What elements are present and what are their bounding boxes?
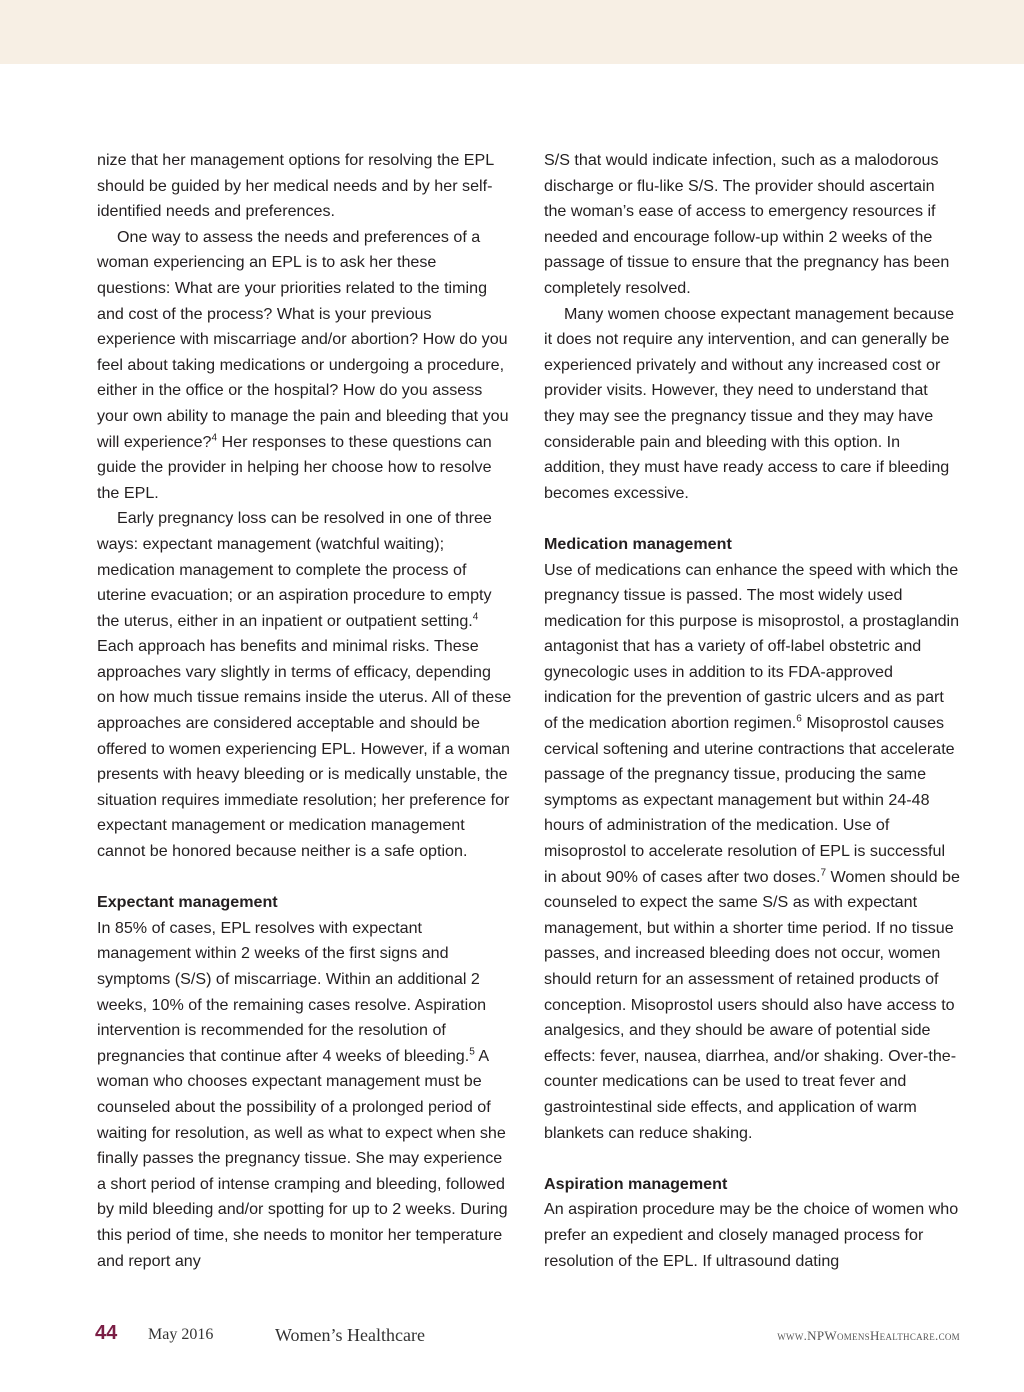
citation-ref: 7 <box>820 867 827 879</box>
paragraph-text: Her responses to these questions can guide the provider in helping her choose how to resolve the EPL. <box>97 432 492 502</box>
citation-ref: 5 <box>469 1046 475 1058</box>
right-column <box>544 148 960 1274</box>
paragraph-text: Each approach has benefits and minimal risks. These approaches vary slightly in terms of efficacy, depending on how much tissue remains inside the uterus. All of these approaches are considered acceptable and should be offered to women experiencing EPL. However, if a woman presents with heavy bleeding or is medically unstable, the situation requires immediate resolution; her preference for expectant management or medication management cannot be honored because neither is a safe option. <box>97 637 512 861</box>
citation-ref: 4 <box>211 432 218 444</box>
website-link[interactable]: www.NPWomensHealthcare.com <box>777 1328 960 1343</box>
page-footer <box>95 1322 965 1352</box>
page-number: 44 <box>95 1322 118 1344</box>
paragraph <box>544 558 960 1147</box>
section-heading: Expectant management <box>97 893 278 912</box>
journal-name: Women’s Healthcare <box>275 1325 425 1345</box>
paragraph <box>97 225 513 507</box>
citation-ref: 6 <box>796 713 802 725</box>
paragraph: Many women choose expectant management because it does not require any intervention, and can generally be experienced privately and without any increased cost or provider visits. However, they need to understand that they may see the pregnancy tissue and they may have considerable pain and bleeding with this option. In addition, they must have ready access to care if bleeding becomes excessive. <box>544 304 955 502</box>
paragraph <box>97 506 513 864</box>
paragraph-text: In 85% of cases, EPL resolves with expectant management within 2 weeks of the first signs and symptoms (S/S) of miscarriage. Within an additional 2 weeks, 10% of the remaining cases resolve. Aspiration intervention is recommended for the resolution of pregnancies that continue after 4 weeks of bleeding. <box>97 918 487 1065</box>
paragraph: S/S that would indicate infection, such as a malodorous discharge or flu-like S/S. The provider should ascertain the woman’s ease of access to emergency resources if needed and encourage follow-up within 2 weeks of the passage of tissue to ensure that the pregnancy has been completely resolved. <box>544 151 950 297</box>
left-column <box>97 148 513 1274</box>
section-heading: Aspiration management <box>544 1174 728 1193</box>
paragraph-text: Use of medications can enhance the speed with which the pregnancy tissue is passed. The most widely used medication for this purpose is misoprostol, a prostaglandin antagonist that has a variety of off-label obstetric and gynecologic uses in addition to its FDA-approved indication for the prevention of gastric ulcers and as part of the medication abortion regimen. <box>544 560 960 733</box>
paragraph-text: A woman who chooses expectant management must be counseled about the possibility of a prolonged period of waiting for resolution, as well as what to expect when she finally passes the pregnancy tissue. She may experience a short period of intense cramping and bleeding, followed by mild bleeding and/or spotting for up to 2 weeks. During this period of time, she needs to monitor her temperature and report any <box>97 1046 508 1270</box>
section-heading: Medication management <box>544 534 732 553</box>
issue-date: May 2016 <box>148 1326 214 1343</box>
citation-ref: 4 <box>472 611 479 623</box>
paragraph-text: Women should be counseled to expect the same S/S as with expectant management, but within a shorter time period. If no tissue passes, and increased bleeding does not occur, women should return for an assessment of retained products of conception. Misoprostol users should also have access to analgesics, and they should be aware of potential side effects: fever, nausea, diarrhea, and/or shaking. Over-the-counter medications can be used to treat fever and gastrointestinal side effects, and application of warm blankets can reduce shaking. <box>544 867 960 1142</box>
paragraph: nize that her management options for resolving the EPL should be guided by her medical needs and by her self-identified needs and preferences. <box>97 151 494 221</box>
paragraph-text: One way to assess the needs and preferences of a woman experiencing an EPL is to ask her these questions: What are your priorities related to the timing and cost of the process? What is your previous experience with miscarriage and/or abortion? How do you feel about taking medications or undergoing a procedure, either in the office or the hospital? How do you assess your own ability to manage the pain and bleeding that you will experience? <box>97 227 509 451</box>
header-band <box>0 0 1024 64</box>
paragraph-text: Misoprostol causes cervical softening and uterine contractions that accelerate passage of the pregnancy tissue, producing the same symptoms as expectant management but within 24-48 hours of administration of the medication. Use of misoprostol to accelerate resolution of EPL is successful in about 90% of cases after two doses. <box>544 714 955 886</box>
paragraph <box>97 916 513 1274</box>
paragraph-text: Early pregnancy loss can be resolved in one of three ways: expectant management (watchful waiting); medication management to complete the process of uterine evacuation; or an aspiration procedure to empty the uterus, either in an inpatient or outpatient setting. <box>97 509 492 630</box>
paragraph: An aspiration procedure may be the choice of women who prefer an expedient and closely managed process for resolution of the EPL. If ultrasound dating <box>544 1200 959 1270</box>
